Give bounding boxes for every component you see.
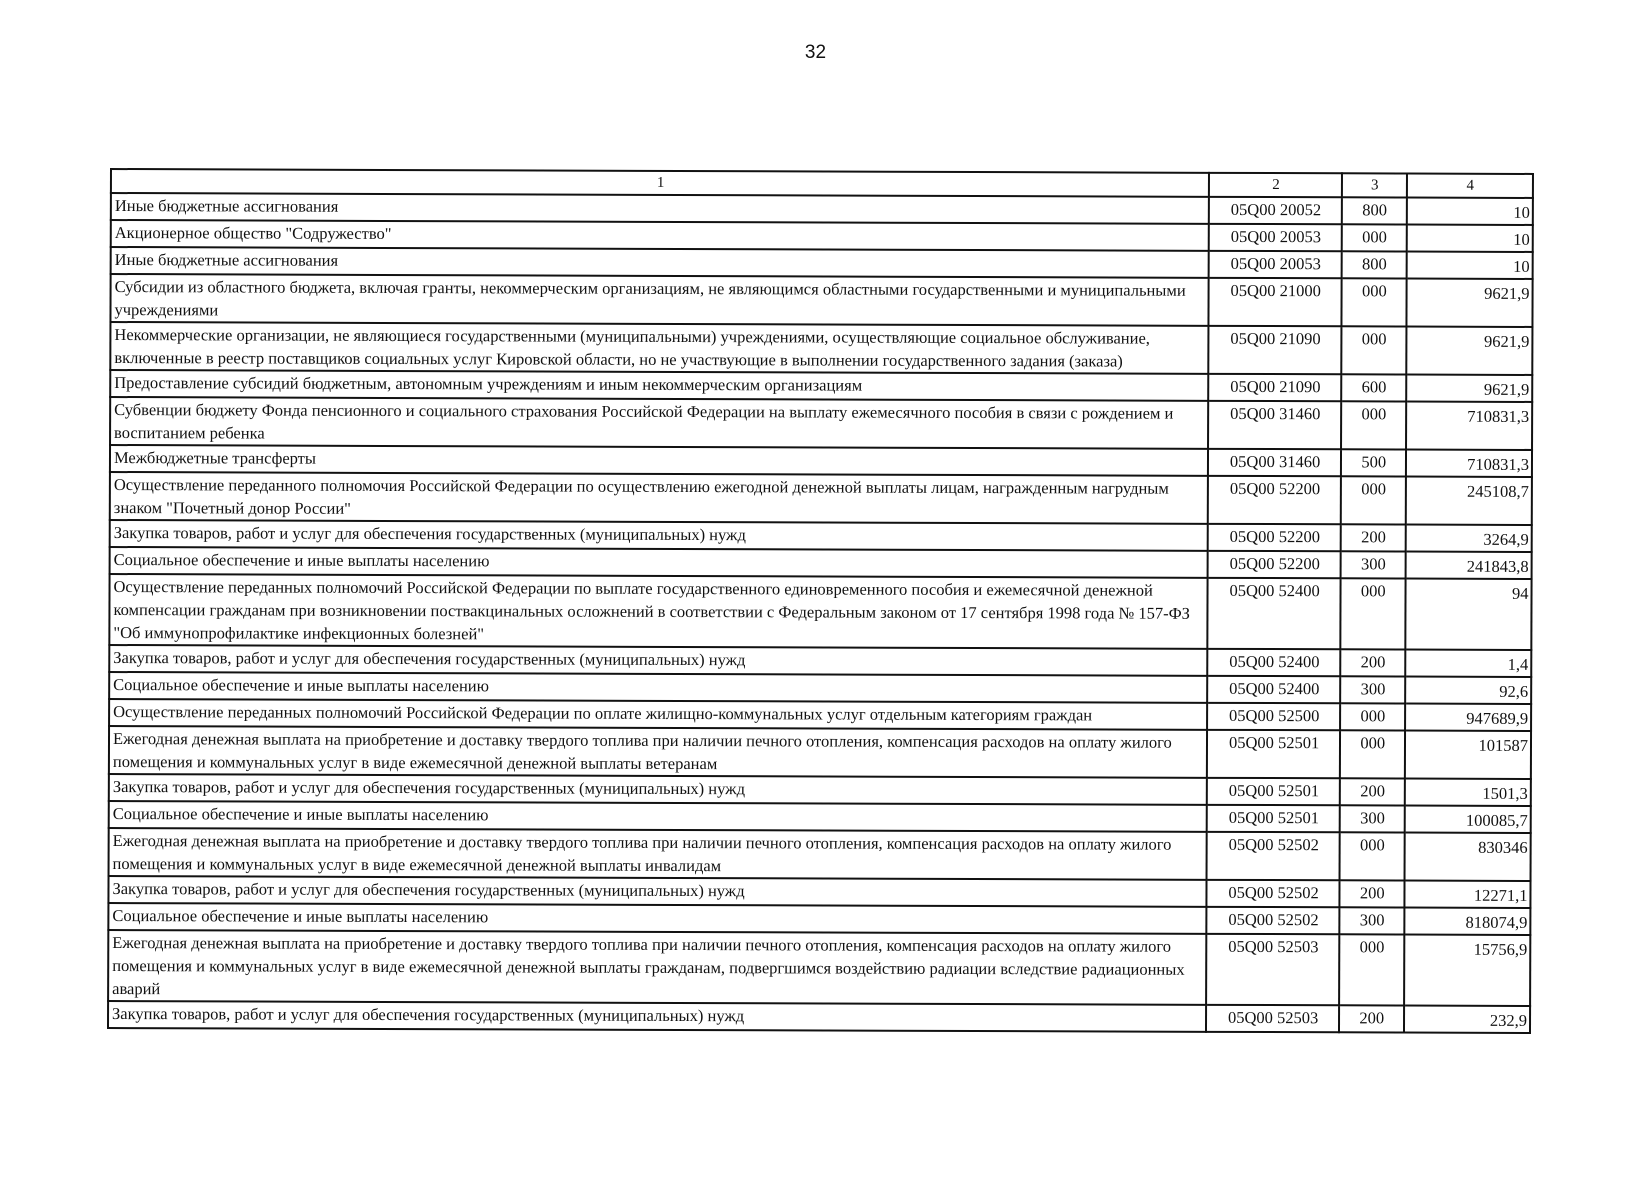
row-expense-type: 200 <box>1340 778 1405 805</box>
row-target-code: 05Q00 52500 <box>1207 703 1340 730</box>
row-description: Некоммерческие организации, не являющиеся государственными (муниципальными) учреждениями, осуществляющие социальное обслуживание, включенные в реестр поставщиков социальных услуг Кировской области, но не участвующие в выполнении государственного задания (заказа) <box>110 322 1208 374</box>
row-amount <box>1405 677 1531 704</box>
row-expense-type: 200 <box>1340 649 1405 676</box>
table-row <box>108 930 1530 1006</box>
row-target-code: 05Q00 31460 <box>1208 449 1341 476</box>
row-description: Межбюджетные трансферты <box>110 445 1208 476</box>
row-amount <box>1404 833 1531 881</box>
row-amount <box>1405 525 1531 552</box>
column-header-code: 2 <box>1209 173 1342 197</box>
row-expense-type: 300 <box>1340 676 1405 703</box>
table-row <box>110 397 1532 450</box>
amount-value: 1,4 <box>1507 654 1529 674</box>
row-amount <box>1406 402 1533 450</box>
row-expense-type: 000 <box>1342 224 1407 251</box>
row-amount <box>1406 375 1532 402</box>
amount-value: 3264,9 <box>1483 529 1529 549</box>
row-amount <box>1405 477 1532 525</box>
row-description: Ежегодная денежная выплата на приобретение и доставку твердого топлива при наличии печного отопления, компенсация расходов на оплату жилого помещения и коммунальных услуг в виде ежемесячной денежной выплаты ветеранам <box>109 726 1207 778</box>
row-expense-type: 300 <box>1340 805 1405 832</box>
row-target-code: 05Q00 52200 <box>1208 551 1341 578</box>
amount-value: 710831,3 <box>1467 454 1530 474</box>
row-expense-type: 000 <box>1341 401 1406 449</box>
row-description: Социальное обеспечение и иные выплаты населению <box>108 903 1206 934</box>
row-target-code: 05Q00 52400 <box>1207 676 1340 703</box>
row-amount <box>1404 935 1531 1006</box>
row-amount <box>1406 198 1532 225</box>
row-expense-type: 200 <box>1339 880 1404 907</box>
row-target-code: 05Q00 31460 <box>1208 401 1341 449</box>
row-expense-type: 200 <box>1339 1005 1404 1032</box>
amount-value: 232,9 <box>1489 1010 1528 1030</box>
amount-value: 710831,3 <box>1467 406 1530 426</box>
row-expense-type: 500 <box>1341 449 1406 476</box>
amount-value: 94 <box>1511 583 1529 603</box>
amount-value: 241843,8 <box>1466 556 1529 576</box>
table-row <box>109 574 1531 650</box>
table-row <box>110 472 1532 525</box>
row-description: Осуществление переданных полномочий Российской Федерации по оплате жилищно-коммунальных услуг отдельным категориям граждан <box>109 699 1207 730</box>
table-row <box>109 828 1531 881</box>
amount-value: 9621,9 <box>1483 331 1530 351</box>
row-expense-type: 000 <box>1339 832 1404 880</box>
row-target-code: 05Q00 52400 <box>1208 578 1341 649</box>
row-amount <box>1406 225 1532 252</box>
row-description: Социальное обеспечение и иные выплаты населению <box>110 547 1208 578</box>
column-header-description: 1 <box>111 169 1209 197</box>
row-description: Иные бюджетные ассигнования <box>111 247 1209 278</box>
row-target-code: 05Q00 21000 <box>1209 278 1342 326</box>
row-amount <box>1406 450 1532 477</box>
row-amount <box>1406 279 1533 327</box>
row-expense-type: 000 <box>1340 703 1405 730</box>
row-expense-type: 600 <box>1341 374 1406 401</box>
row-amount <box>1406 252 1532 279</box>
row-expense-type: 300 <box>1340 551 1405 578</box>
row-expense-type: 000 <box>1340 578 1405 649</box>
amount-value: 245108,7 <box>1466 481 1529 501</box>
row-expense-type: 000 <box>1341 278 1406 326</box>
row-target-code: 05Q00 52501 <box>1207 805 1340 832</box>
amount-value: 10 <box>1513 256 1530 276</box>
row-amount <box>1404 908 1530 935</box>
row-amount <box>1406 327 1533 375</box>
amount-value: 9621,9 <box>1483 379 1530 399</box>
row-target-code: 05Q00 52501 <box>1207 778 1340 805</box>
row-description: Субсидии из областного бюджета, включая гранты, некоммерческим организациям, не являющимся областными государственными и муниципальными учреждениями <box>110 274 1208 326</box>
row-amount <box>1404 779 1530 806</box>
row-amount <box>1405 731 1532 779</box>
row-target-code: 05Q00 52502 <box>1207 907 1340 934</box>
column-header-amount: 4 <box>1407 174 1533 198</box>
row-description: Субвенции бюджету Фонда пенсионного и социального страхования Российской Федерации на выплату ежемесячного пособия в связи с рождением и воспитанием ребенка <box>110 397 1208 449</box>
row-target-code: 05Q00 52503 <box>1206 1005 1339 1032</box>
row-description: Предоставление субсидий бюджетным, автономным учреждениям и иным некоммерческим организациям <box>110 370 1208 401</box>
amount-value: 100085,7 <box>1465 810 1528 830</box>
amount-value: 947689,9 <box>1466 708 1529 728</box>
row-expense-type: 000 <box>1341 326 1406 374</box>
row-amount <box>1404 806 1530 833</box>
row-expense-type: 800 <box>1342 197 1407 224</box>
row-description: Социальное обеспечение и иные выплаты населению <box>109 801 1207 832</box>
row-target-code: 05Q00 52502 <box>1207 832 1340 880</box>
amount-value: 101587 <box>1478 735 1529 755</box>
row-description: Осуществление переданного полномочия Российской Федерации по осуществлению ежегодной денежной выплаты лицам, награжденным нагрудным знаком "Почетный донор России" <box>110 472 1208 524</box>
table-row <box>109 726 1531 779</box>
budget-table <box>107 168 1534 1034</box>
row-amount <box>1404 1006 1530 1033</box>
table-row <box>108 1001 1530 1033</box>
table-body <box>108 193 1533 1033</box>
amount-value: 92,6 <box>1499 681 1529 701</box>
row-amount <box>1405 579 1532 650</box>
row-target-code: 05Q00 21090 <box>1209 326 1342 374</box>
amount-value: 830346 <box>1478 837 1528 857</box>
row-description: Ежегодная денежная выплата на приобретение и доставку твердого топлива при наличии печного отопления, компенсация расходов на оплату жилого помещения и коммунальных услуг в виде ежемесячной денежной выплаты инвалидам <box>109 828 1207 880</box>
row-description: Социальное обеспечение и иные выплаты населению <box>109 672 1207 703</box>
row-expense-type: 800 <box>1342 251 1407 278</box>
row-expense-type: 300 <box>1339 907 1404 934</box>
column-header-expense-type: 3 <box>1342 173 1407 197</box>
row-target-code: 05Q00 52502 <box>1207 880 1340 907</box>
amount-value: 1501,3 <box>1482 783 1528 803</box>
row-expense-type: 000 <box>1339 934 1404 1005</box>
row-amount <box>1404 881 1530 908</box>
row-amount <box>1405 552 1531 579</box>
row-description: Иные бюджетные ассигнования <box>111 193 1209 224</box>
row-expense-type: 200 <box>1341 524 1406 551</box>
row-amount <box>1405 650 1531 677</box>
row-target-code: 05Q00 52501 <box>1207 730 1340 778</box>
row-description: Закупка товаров, работ и услуг для обеспечения государственных (муниципальных) нужд <box>109 645 1207 676</box>
row-target-code: 05Q00 21090 <box>1209 374 1342 401</box>
table-row <box>110 322 1532 375</box>
table-row <box>110 274 1532 327</box>
row-expense-type: 000 <box>1341 476 1406 524</box>
amount-value: 10 <box>1513 202 1530 222</box>
amount-value: 12271,1 <box>1473 885 1528 905</box>
amount-value: 818074,9 <box>1465 912 1528 932</box>
row-target-code: 05Q00 20053 <box>1209 251 1342 278</box>
amount-value: 10 <box>1513 229 1530 249</box>
row-target-code: 05Q00 52200 <box>1208 524 1341 551</box>
row-description: Закупка товаров, работ и услуг для обеспечения государственных (муниципальных) нужд <box>108 876 1206 907</box>
amount-value: 15756,9 <box>1473 939 1528 959</box>
row-expense-type: 000 <box>1340 730 1405 778</box>
row-description: Ежегодная денежная выплата на приобретение и доставку твердого топлива при наличии печного отопления, компенсация расходов на оплату жилого помещения и коммунальных услуг в виде ежемесячной денежной выплаты гражданам, подвергшимся воздействию радиации вследствие радиационных аварий <box>108 930 1207 1005</box>
row-description: Закупка товаров, работ и услуг для обеспечения государственных (муниципальных) нужд <box>108 1001 1206 1032</box>
row-target-code: 05Q00 52400 <box>1208 649 1341 676</box>
row-description: Осуществление переданных полномочий Российской Федерации по выплате государственного единовременного пособия и ежемесячной денежной компенсации гражданам при возникновении поствакцинальных осложнений в соответствии с Федеральным законом от 17 сентября 1998 года № 157-ФЗ "Об иммунопрофилактике инфекционных болезней" <box>109 574 1208 649</box>
amount-value: 9621,9 <box>1484 283 1530 303</box>
row-description: Закупка товаров, работ и услуг для обеспечения государственных (муниципальных) нужд <box>110 520 1208 551</box>
row-target-code: 05Q00 20052 <box>1209 197 1342 224</box>
row-description: Акционерное общество "Содружество" <box>111 220 1209 251</box>
row-target-code: 05Q00 20053 <box>1209 224 1342 251</box>
row-target-code: 05Q00 52503 <box>1206 934 1339 1005</box>
row-description: Закупка товаров, работ и услуг для обеспечения государственных (муниципальных) нужд <box>109 774 1207 805</box>
row-amount <box>1405 704 1531 731</box>
page-number: 32 <box>804 42 827 63</box>
row-target-code: 05Q00 52200 <box>1208 476 1341 524</box>
